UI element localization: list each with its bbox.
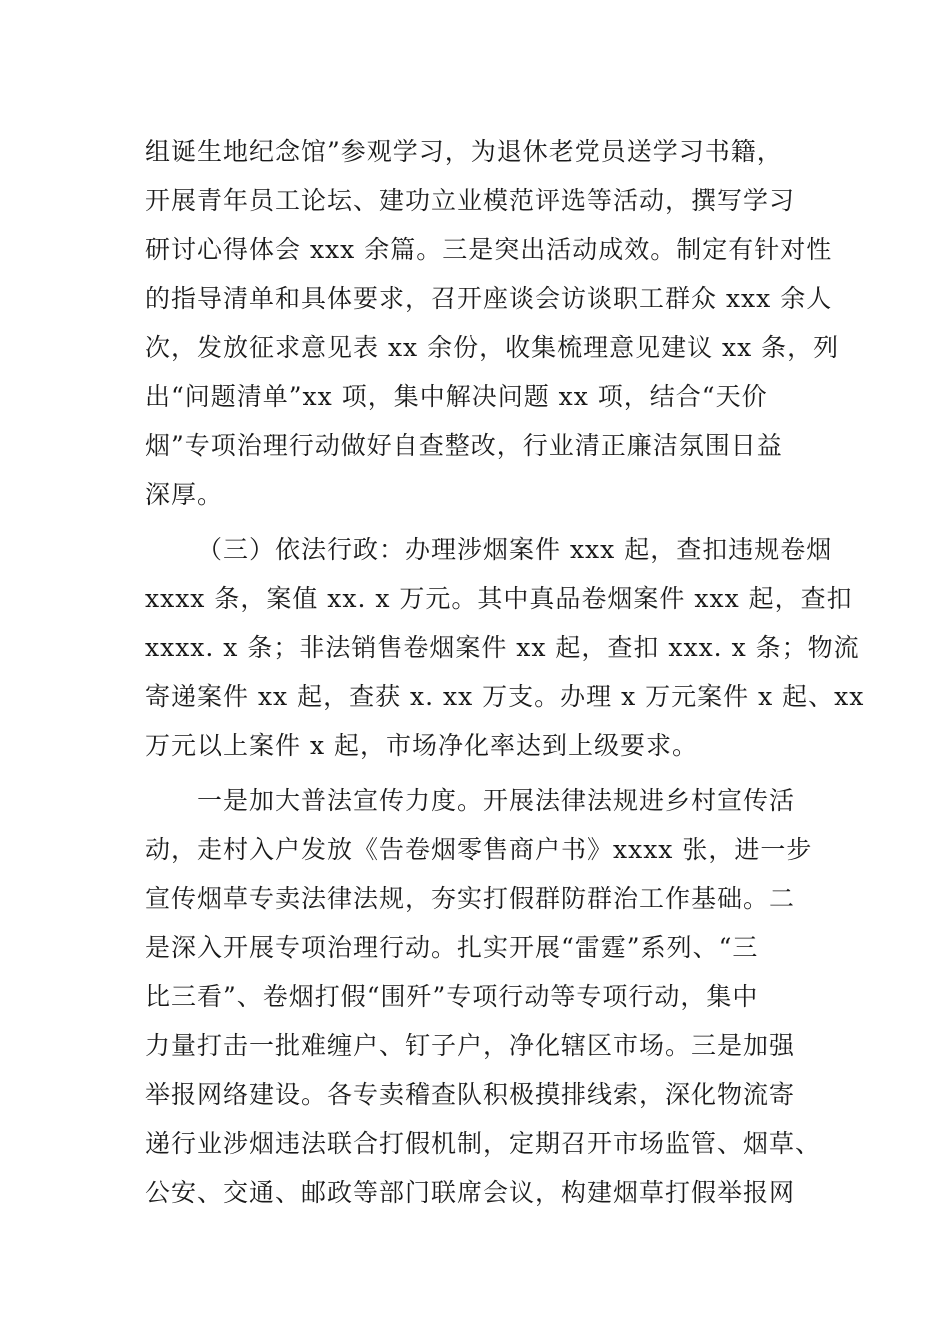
section-heading-3: （三）依法行政：办理涉烟案件 xxx 起，查扣违规卷烟 xyxy=(197,535,833,564)
paragraph-start-line: 一是加大普法宣传力度。开展法律法规进乡村宣传活 xyxy=(197,786,796,815)
text-line-16: 宣传烟草专卖法律法规，夯实打假群防群治工作基础。二 xyxy=(145,884,796,913)
text-line-7: 烟”专项治理行动做好自查整改，行业清正廉洁氛围日益 xyxy=(145,431,783,460)
text-line-20: 举报网络建设。各专卖稽查队积极摸排线索，深化物流寄 xyxy=(145,1080,796,1109)
text-line-18: 比三看”、卷烟打假“围歼”专项行动等专项行动，集中 xyxy=(145,982,759,1011)
text-line-12: 寄递案件 xx 起，查获 x. xx 万支。办理 x 万元案件 x 起、xx xyxy=(145,682,865,711)
text-line-4: 的指导清单和具体要求，召开座谈会访谈职工群众 xxx 余人 xyxy=(145,284,833,313)
text-line-8: 深厚。 xyxy=(145,480,224,509)
text-line-2: 开展青年员工论坛、建功立业模范评选等活动，撰写学习 xyxy=(145,186,796,215)
text-line-3: 研讨心得体会 xxx 余篇。三是突出活动成效。制定有针对性 xyxy=(145,235,833,264)
text-line-22: 公安、交通、邮政等部门联席会议，构建烟草打假举报网 xyxy=(145,1178,796,1207)
text-line-5: 次，发放征求意见表 xx 余份，收集梳理意见建议 xx 条，列 xyxy=(145,333,840,362)
text-line-13: 万元以上案件 x 起，市场净化率达到上级要求。 xyxy=(145,731,698,760)
text-line-17: 是深入开展专项治理行动。扎实开展“雷霆”系列、“三 xyxy=(145,933,759,962)
text-line-11: xxxx. x 条；非法销售卷烟案件 xx 起，查扣 xxx. x 条；物流 xyxy=(145,633,860,662)
text-line-15: 动，走村入户发放《告卷烟零售商户书》xxxx 张，进一步 xyxy=(145,835,813,864)
text-line-1: 组诞生地纪念馆”参观学习，为退休老党员送学习书籍， xyxy=(145,137,783,166)
text-line-10: xxxx 条，案值 xx. x 万元。其中真品卷烟案件 xxx 起，查扣 xyxy=(145,584,853,613)
text-line-6: 出“问题清单”xx 项，集中解决问题 xx 项，结合“天价 xyxy=(145,382,768,411)
text-line-21: 递行业涉烟违法联合打假机制，定期召开市场监管、烟草、 xyxy=(145,1129,822,1158)
text-line-19: 力量打击一批难缠户、钉子户，净化辖区市场。三是加强 xyxy=(145,1031,796,1060)
